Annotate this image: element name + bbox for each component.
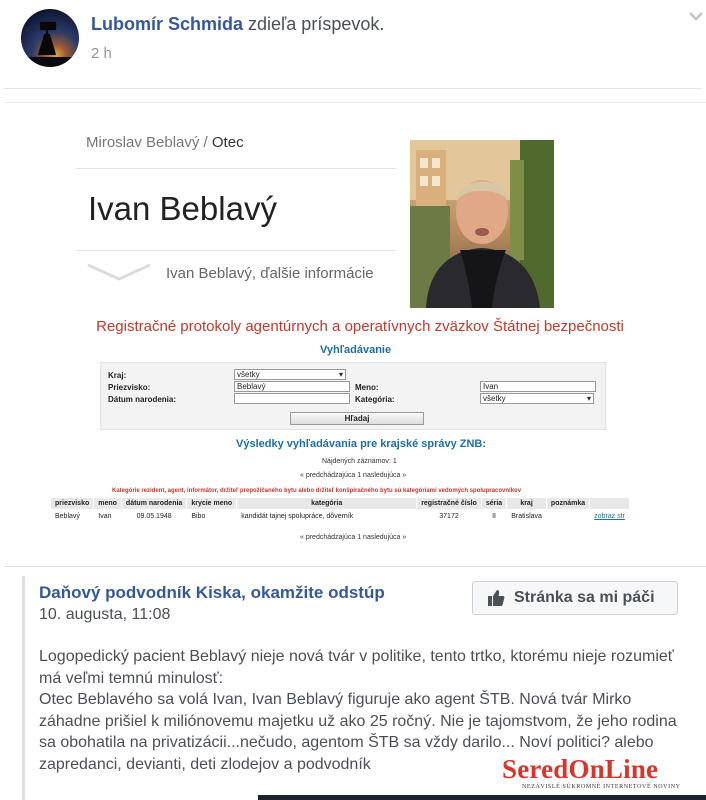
- avatar[interactable]: [21, 9, 79, 67]
- table-cell: Ivan: [94, 510, 122, 524]
- table-cell: II: [481, 510, 506, 524]
- search-button[interactable]: Hľadaj: [290, 412, 424, 425]
- link-title[interactable]: Daňový podvodník Kiska, okamžite odstúp: [39, 583, 385, 602]
- table-cell: Beblavý: [51, 510, 94, 524]
- breadcrumb: [86, 134, 244, 151]
- column-header: kraj: [507, 498, 547, 510]
- divider: [4, 88, 702, 89]
- table-row: [51, 510, 630, 524]
- bottom-bar: [258, 795, 706, 800]
- portrait-illustration: [410, 140, 554, 308]
- meno-field[interactable]: Ivan: [480, 381, 596, 392]
- pager-bottom[interactable]: « predchádzajúca 1 nasledujúca »: [300, 534, 407, 541]
- thumbs-up-icon: [487, 589, 505, 607]
- divider: [76, 168, 396, 169]
- column-header: priezvisko: [51, 498, 94, 510]
- more-info-label: Ivan Beblavý, ďalšie informácie: [166, 265, 374, 282]
- watermark-logo: [502, 754, 698, 794]
- table-cell: Bratislava: [507, 510, 547, 524]
- column-header: séria: [481, 498, 506, 510]
- chevron-down-icon: [86, 262, 152, 282]
- results-heading: Výsledky vyhľadávania pre krajské správy ZNB:: [236, 438, 487, 450]
- table-cell: 09.05.1948: [121, 510, 186, 524]
- pager-top[interactable]: « predchádzajúca 1 nasledujúca »: [300, 472, 407, 479]
- column-header: dátum narodenia: [121, 498, 186, 510]
- meno-label: Meno:: [355, 383, 379, 392]
- kategoria-select[interactable]: všetky ▾: [480, 393, 594, 404]
- detail-link[interactable]: zobraz str: [590, 510, 630, 524]
- page-title: Ivan Beblavý: [88, 190, 277, 227]
- avatar-silhouette: [21, 9, 79, 67]
- search-heading: Vyhľadávanie: [320, 344, 392, 356]
- watermark-brand: SeredOnLine: [502, 754, 659, 784]
- table-cell: kandidát tajnej spolupráce, dôverník: [237, 510, 417, 524]
- category-note: Kategórie rezident, agent, informátor, držiteľ prepožičaného bytu alebo držiteľ konšpiračného bytu sú kategóriami vedomých spolupracovníkov: [112, 488, 522, 494]
- found-count: Nájdených záznamov: 1: [322, 458, 397, 465]
- post-header: [0, 0, 706, 86]
- description-paragraph: Logopedický pacient Beblavý nieje nová tvár v politike, tento trtko, ktorému nieje rozumieť má veľmi temnú minulosť:: [39, 648, 674, 687]
- priezvisko-field[interactable]: Beblavý: [234, 381, 350, 392]
- breadcrumb-parent: Miroslav Beblavý: [86, 134, 200, 151]
- kraj-label: Kraj:: [108, 371, 127, 380]
- datum-label: Dátum narodenia:: [108, 395, 177, 404]
- table-header-row: [51, 498, 630, 510]
- column-header: krycie meno: [187, 498, 237, 510]
- like-page-button[interactable]: [472, 581, 678, 615]
- like-page-label: Stránka sa mi páči: [514, 589, 655, 606]
- birthdate-field[interactable]: [234, 393, 350, 404]
- column-header: kategória: [237, 498, 417, 510]
- watermark-tagline: NEZÁVISLÉ SÚKROMNÉ INTERNETOVÉ NOVINY: [522, 784, 681, 790]
- priezvisko-label: Priezvisko:: [108, 383, 151, 392]
- post-timestamp[interactable]: 2 h: [91, 45, 112, 62]
- registry-title: Registračné protokoly agentúrnych a operatívnych zväzkov Štátnej bezpečnosti: [96, 318, 624, 335]
- post-action: zdieľa príspevok.: [248, 14, 385, 34]
- column-header: [590, 498, 630, 510]
- kategoria-label: Kategória:: [355, 395, 395, 404]
- table-cell: 37172: [417, 510, 482, 524]
- author-name[interactable]: Lubomír Schmida: [91, 14, 244, 34]
- results-table: [50, 497, 630, 524]
- post-author-line: [91, 14, 384, 35]
- breadcrumb-current: Otec: [211, 134, 244, 151]
- link-date[interactable]: 10. augusta, 11:08: [39, 606, 171, 623]
- portrait-photo: [410, 140, 554, 308]
- column-header: registračné číslo: [417, 498, 482, 510]
- kraj-select[interactable]: všetky ▾: [234, 369, 346, 380]
- divider: [76, 250, 396, 251]
- breadcrumb-separator: /: [203, 134, 208, 151]
- description-paragraph: Otec Beblavého sa volá Ivan, Ivan Beblavý figuruje ako agent ŠTB. Nová tvár Mirko záhadne prišiel k miliónovemu majetku už ako 25 ročný. Nie je tajomstvom, že jeho rodina sa obohatila na privatizácii...nečudo, agentom ŠTB sa vždy darilo... Noví politici? alebo zapredanci, devianti, deti zlodejov a podvodník: [39, 691, 677, 773]
- table-cell: Bibo: [187, 510, 237, 524]
- table-cell: [546, 510, 589, 524]
- column-header: meno: [94, 498, 122, 510]
- column-header: poznámka: [546, 498, 589, 510]
- chevron-down-icon[interactable]: [688, 10, 704, 22]
